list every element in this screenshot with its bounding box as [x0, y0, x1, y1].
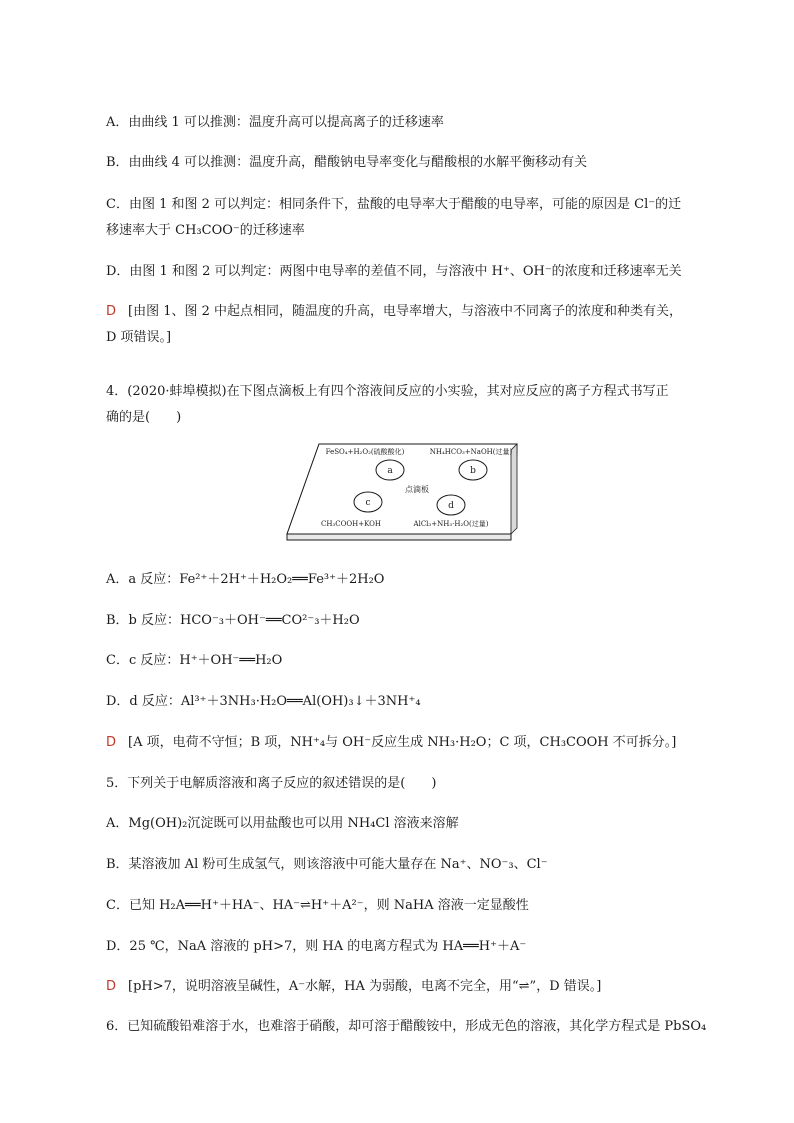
q3-option-c-line2: 移速率大于 CH₃COO⁻的迁移速率 [106, 223, 305, 238]
q3-answer-line1 [106, 302, 716, 322]
q5-option-c: C．已知 H₂A══H⁺＋HA⁻、HA⁻⇌H⁺＋A²⁻，则 NaHA 溶液一定显酸性 [106, 898, 529, 913]
well-label-b: b [470, 466, 476, 476]
q5-answer [106, 977, 716, 997]
q4-option-d: D．d 反应：Al³⁺＋3NH₃·H₂O══Al(OH)₃↓＋3NH⁺₄ [106, 694, 421, 709]
reaction-a-text: FeSO₄+H₂O₂(硫酸酸化) [325, 448, 405, 456]
q4-answer-text: [A 项，电荷不守恒；B 项，NH⁺₄与 OH⁻反应生成 NH₃·H₂O；C 项，CH₃COOH 不可拆分。] [128, 735, 677, 750]
q5-option-b: B．某溶液加 Al 粉可生成氢气，则该溶液中可能大量存在 Na⁺、NO⁻₃、Cl⁻ [106, 857, 548, 872]
q3-option-a: A．由曲线 1 可以推测：温度升高可以提高离子的迁移速率 [106, 115, 444, 130]
q3-option-c-line1: C．由图 1 和图 2 可以判定：相同条件下，盐酸的电导率大于醋酸的电导率，可能的原因是 Cl⁻的迁 [106, 197, 682, 212]
q4-option-c: C．c 反应：H⁺＋OH⁻══H₂O [106, 653, 283, 668]
reaction-b-text: NH₄HCO₃+NaOH(过量) [429, 448, 513, 456]
q5-answer-text: [pH>7，说明溶液呈碱性，A⁻水解，HA 为弱酸，电离不完全，用“⇌”，D 错误。] [128, 979, 602, 994]
reaction-d-text: AlCl₃+NH₃·H₂O(过量) [413, 520, 489, 528]
spot-plate-label: 点滴板 [405, 485, 429, 494]
q5-stem: 5．下列关于电解质溶液和离子反应的叙述错误的是( ) [106, 776, 437, 791]
well-label-a: a [387, 466, 393, 476]
q5-option-a: A．Mg(OH)₂沉淀既可以用盐酸也可以用 NH₄Cl 溶液来溶解 [106, 816, 459, 831]
q4-option-a: A．a 反应：Fe²⁺＋2H⁺＋H₂O₂══Fe³⁺＋2H₂O [106, 572, 385, 587]
q4-stem-line2: 确的是( ) [106, 410, 182, 425]
q3-answer-line2: D 项错误。] [106, 330, 172, 345]
spot-plate-figure [283, 440, 523, 548]
q4-answer [106, 733, 716, 753]
well-label-d: d [448, 501, 454, 511]
q6-stem: 6．已知硫酸铅难溶于水，也难溶于硝酸，却可溶于醋酸铵中，形成无色的溶液，其化学方程式是 PbSO₄ [106, 1019, 707, 1034]
q5-answer-letter: D [106, 979, 117, 994]
q4-answer-letter: D [106, 735, 117, 750]
q3-option-d: D．由图 1 和图 2 可以判定：两图中电导率的差值不同，与溶液中 H⁺、OH⁻的浓度和迁移速率无关 [106, 264, 682, 279]
q4-option-b: B．b 反应：HCO⁻₃＋OH⁻══CO²⁻₃＋H₂O [106, 613, 360, 628]
q3-option-b: B．由曲线 4 可以推测：温度升高，醋酸钠电导率变化与醋酸根的水解平衡移动有关 [106, 155, 588, 170]
q3-answer-letter: D [106, 304, 117, 319]
q5-option-d: D．25 ℃，NaA 溶液的 pH>7，则 HA 的电离方程式为 HA══H⁺＋A⁻ [106, 939, 527, 954]
reaction-c-text: CH₃COOH+KOH [321, 520, 381, 528]
q4-stem-line1: 4．(2020·蚌埠模拟)在下图点滴板上有四个溶液间反应的小实验，其对应反应的离子方程式书写正 [106, 384, 669, 399]
q3-answer-text: [由图 1、图 2 中起点相同，随温度的升高，电导率增大，与溶液中不同离子的浓度和种类有关， [128, 304, 683, 319]
well-label-c: c [365, 498, 371, 508]
